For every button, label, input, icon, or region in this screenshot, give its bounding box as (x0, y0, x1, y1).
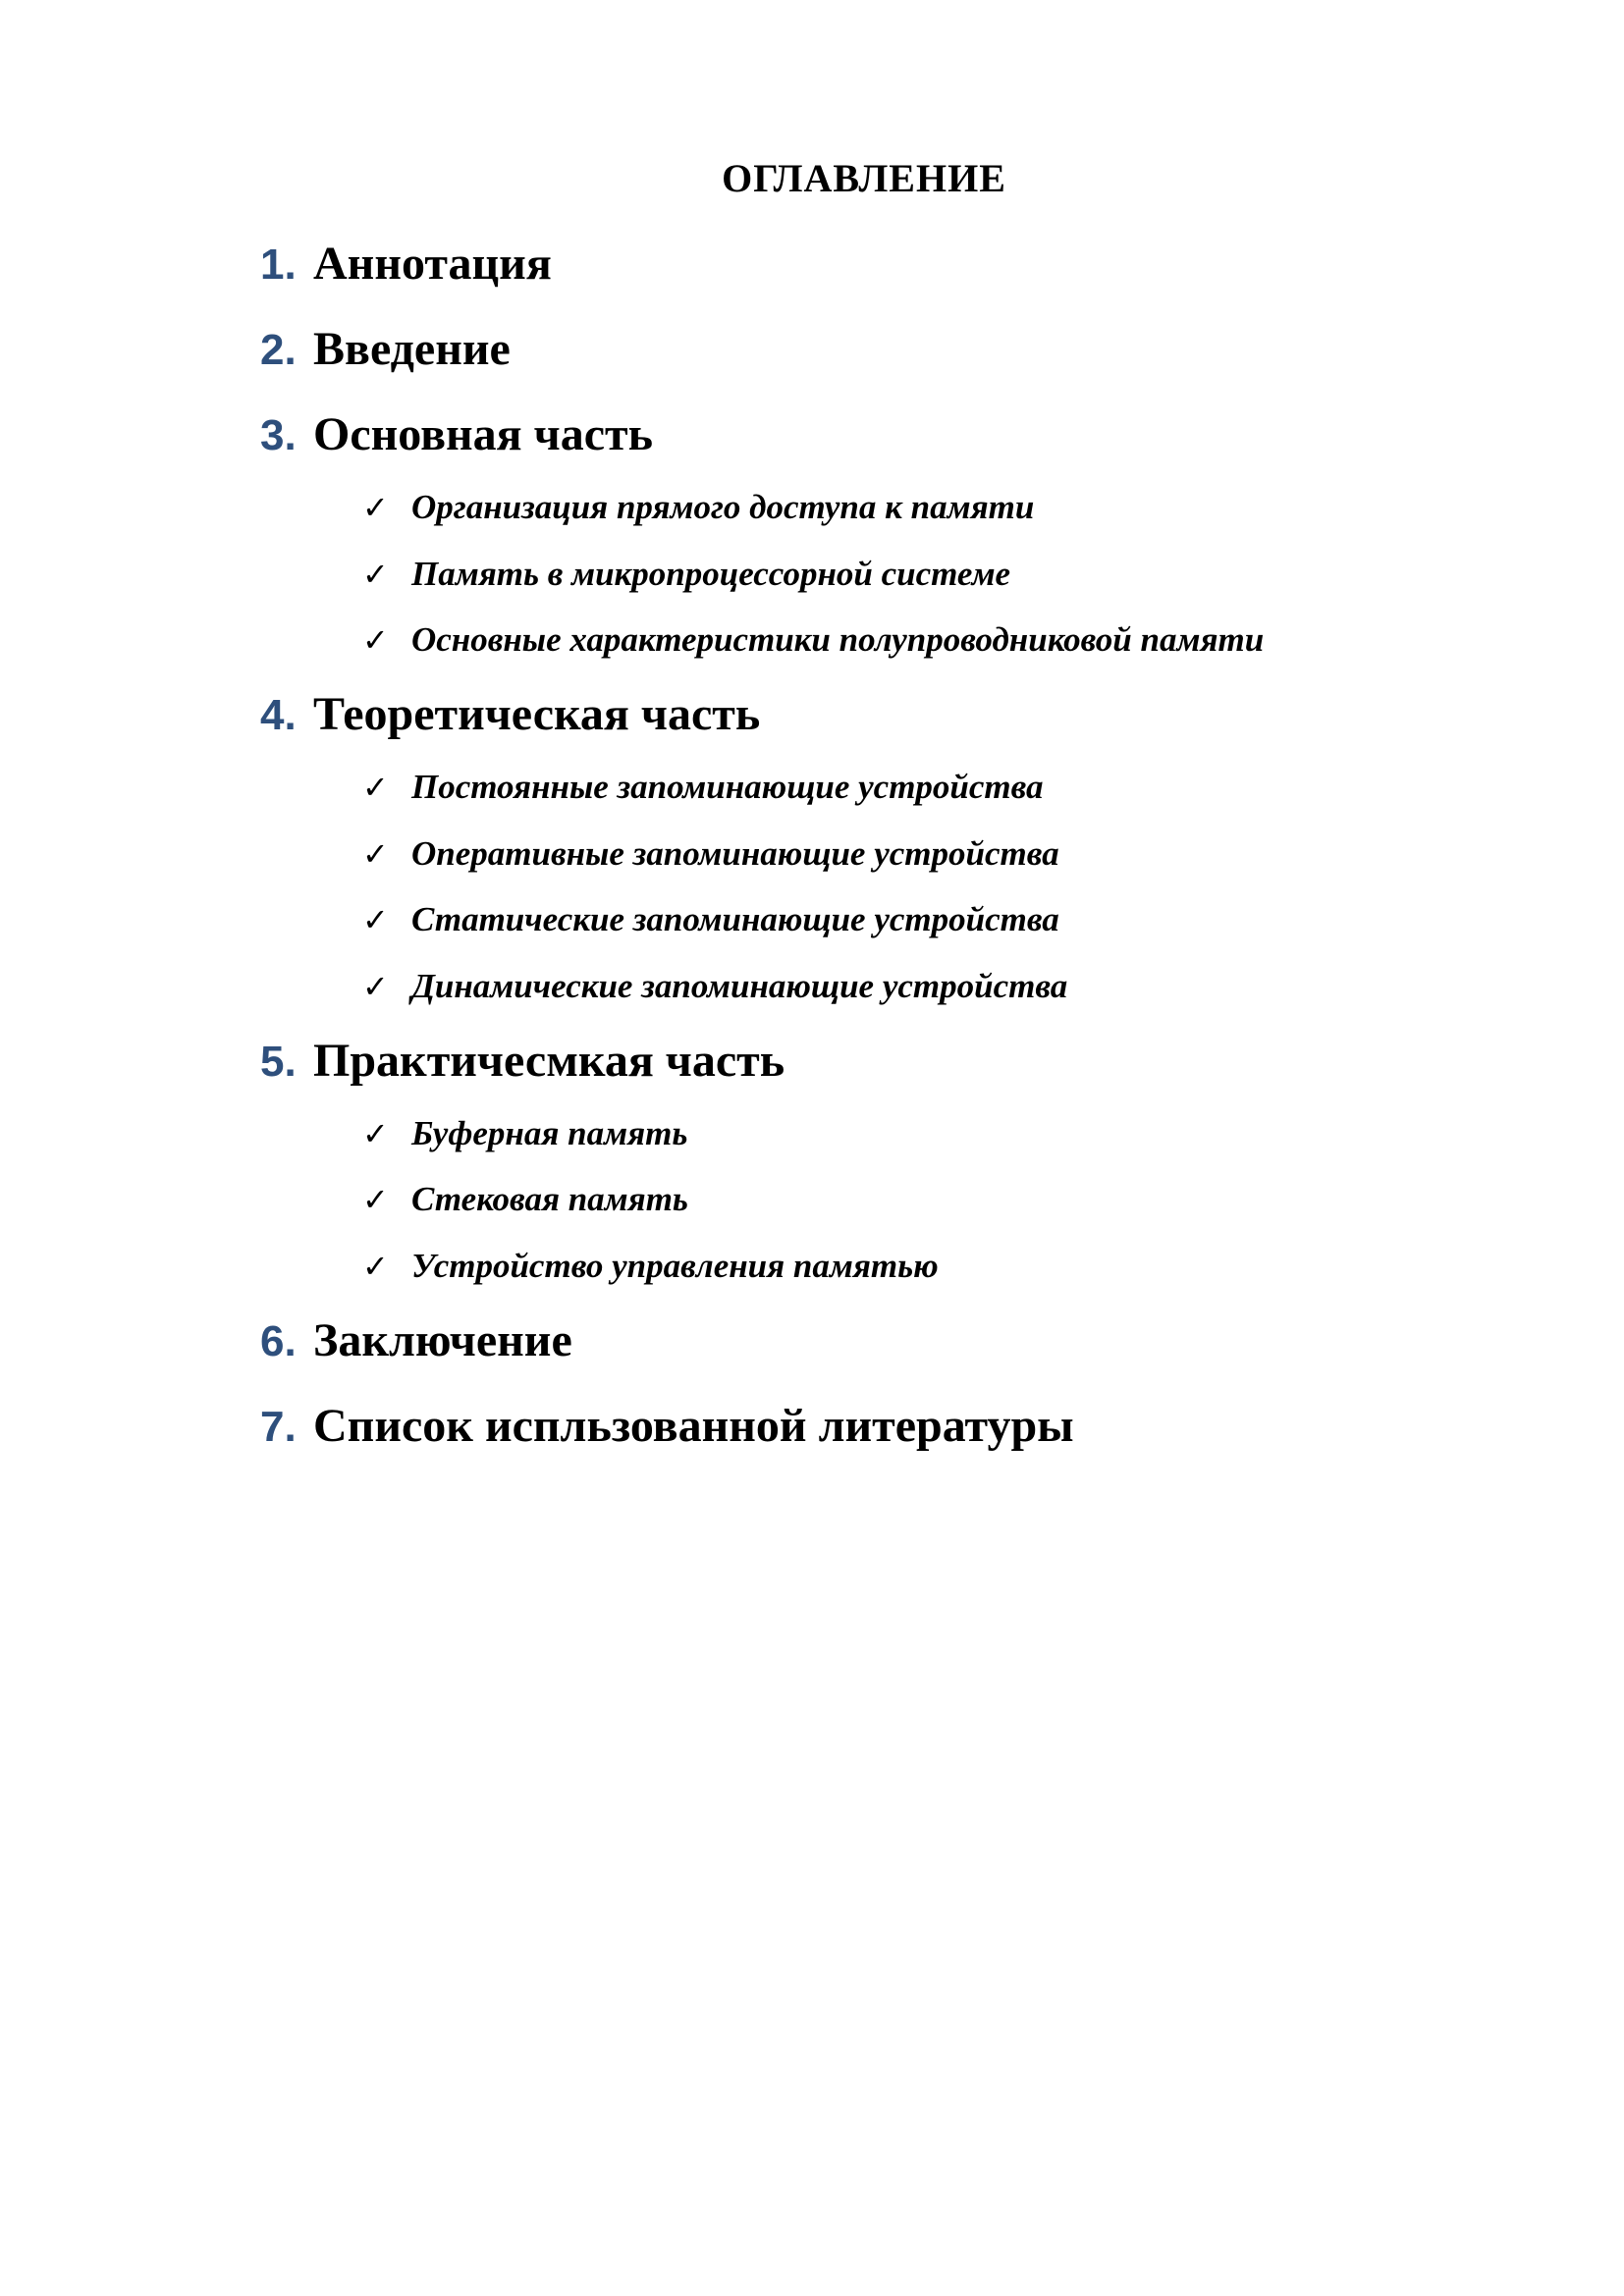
section-number: 4. (260, 691, 297, 739)
toc-subsection (362, 962, 1537, 1031)
checkmark-icon: ✓ (362, 1114, 389, 1152)
checkmark-icon: ✓ (362, 1181, 389, 1218)
section-number: 1. (260, 240, 297, 289)
subsection-title: Организация прямого доступа к памяти (411, 488, 1035, 526)
toc-section-7 (260, 1396, 1537, 1481)
toc-section-2 (260, 319, 1537, 404)
toc-subsection (362, 1175, 1537, 1242)
toc-subsection (362, 1109, 1537, 1176)
section-title: Список испльзованной литературы (313, 1399, 1074, 1452)
checkmark-icon: ✓ (362, 901, 389, 938)
checkmark-icon: ✓ (362, 555, 389, 593)
toc-section-4 (260, 684, 1537, 763)
table-of-contents (260, 234, 1537, 1481)
subsection-title: Статические запоминающие устройства (411, 900, 1059, 938)
toc-section-3 (260, 404, 1537, 483)
section-number: 5. (260, 1037, 297, 1086)
section-title: Практичесмкая часть (313, 1034, 785, 1087)
subsection-title: Буферная память (411, 1113, 688, 1152)
section-title: Теоретическая часть (313, 688, 761, 740)
subsection-title: Постоянные запоминающие устройства (411, 768, 1044, 806)
section-number: 7. (260, 1402, 297, 1451)
section-title: Основная часть (313, 408, 653, 460)
checkmark-icon: ✓ (362, 1247, 389, 1285)
section-number: 6. (260, 1316, 297, 1365)
toc-subsection (362, 895, 1537, 962)
checkmark-icon: ✓ (362, 834, 389, 873)
toc-subsection (362, 550, 1537, 616)
checkmark-icon: ✓ (362, 967, 389, 1005)
subsection-title: Стековая память (411, 1180, 688, 1218)
toc-subsection (362, 829, 1537, 896)
toc-subsection (362, 763, 1537, 829)
section-title: Аннотация (313, 238, 552, 290)
section-number: 3. (260, 411, 297, 459)
checkmark-icon: ✓ (362, 489, 389, 526)
checkmark-icon: ✓ (362, 621, 389, 659)
section-title: Введение (313, 323, 511, 375)
checkmark-icon: ✓ (362, 769, 389, 806)
toc-subsection (362, 483, 1537, 550)
section-number: 2. (260, 326, 297, 374)
subsection-title: Основные характеристики полупроводниковой памяти (411, 620, 1265, 659)
toc-subsection (362, 1242, 1537, 1310)
toc-section-6 (260, 1310, 1537, 1396)
page-title: ОГЛАВЛЕНИЕ (722, 156, 1006, 200)
subsection-title: Оперативные запоминающие устройства (411, 833, 1059, 873)
toc-section-5 (260, 1031, 1537, 1109)
toc-section-1 (260, 234, 1537, 319)
subsection-title: Память в микропроцессорной системе (411, 554, 1011, 593)
section-title: Заключение (313, 1313, 572, 1366)
subsection-title: Устройство управления памятью (411, 1246, 939, 1285)
toc-subsection (362, 615, 1537, 684)
subsection-title: Динамические запоминающие устройства (411, 966, 1068, 1005)
